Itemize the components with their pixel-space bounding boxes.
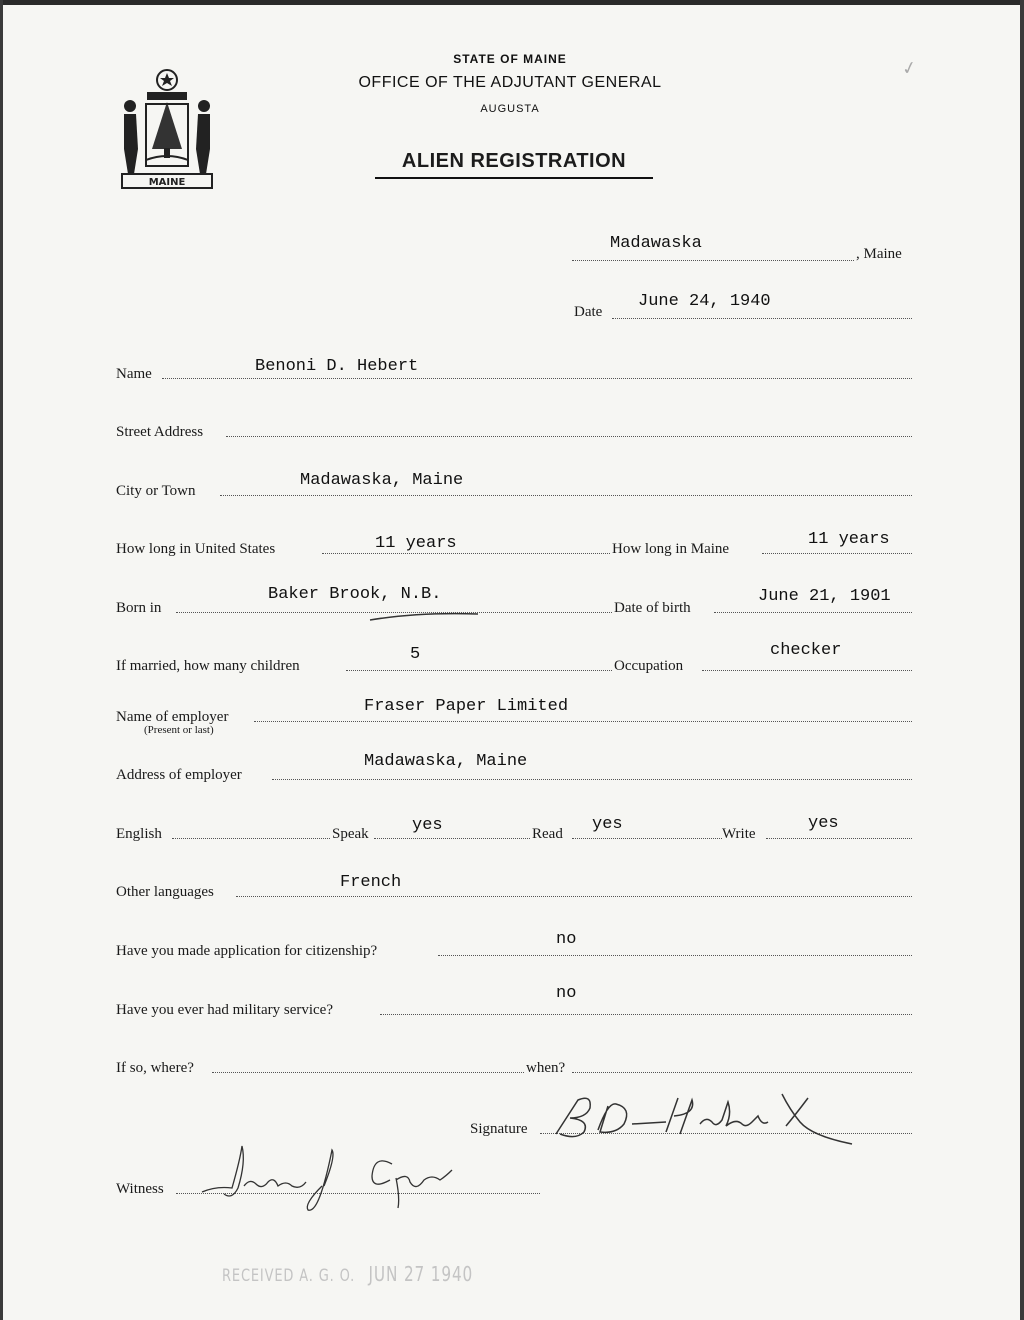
received-stamp-date: JUN 27 1940 [368, 1262, 474, 1286]
other-languages-value: French [340, 873, 402, 892]
write-label: Write [722, 826, 756, 842]
born-in-value: Baker Brook, N.B. [268, 585, 442, 604]
employer-line [254, 721, 912, 722]
children-line [346, 670, 612, 671]
english-line [172, 838, 330, 839]
date-of-birth-line [714, 612, 912, 613]
name-line [162, 378, 912, 379]
military-value: no [556, 984, 577, 1003]
military-line [380, 1014, 912, 1015]
received-stamp-text: RECEIVED A. G. O. [222, 1266, 356, 1286]
where-line [212, 1072, 524, 1073]
received-stamp [222, 1262, 473, 1286]
witness-handwriting [196, 1140, 466, 1216]
military-label: Have you ever had military service? [116, 1002, 333, 1018]
employer-address-value: Madawaska, Maine [364, 752, 528, 771]
born-in-label: Born in [116, 600, 162, 616]
other-languages-label: Other languages [116, 884, 214, 900]
seal-banner-text: MAINE [148, 177, 186, 188]
signature-handwriting [546, 1084, 866, 1146]
employer-sublabel: (Present or last) [144, 724, 214, 736]
other-languages-line [236, 896, 912, 897]
employer-address-line [272, 779, 912, 780]
how-long-maine-label: How long in Maine [612, 541, 730, 557]
read-value: yes [592, 815, 623, 834]
occupation-line [702, 670, 912, 671]
date-of-birth-label: Date of birth [614, 600, 691, 616]
how-long-us-value: 11 years [375, 534, 457, 553]
header-state: STATE OF MAINE [453, 52, 567, 66]
how-long-us-line [322, 553, 610, 554]
header-office: OFFICE OF THE ADJUTANT GENERAL [358, 74, 662, 91]
when-label: when? [526, 1060, 566, 1076]
scan-border-right [1020, 0, 1024, 1320]
citizenship-label: Have you made application for citizenship? [116, 943, 378, 959]
speak-line [374, 838, 530, 839]
how-long-maine-line [762, 553, 912, 554]
name-label: Name [116, 366, 152, 382]
check-mark-icon: ✓ [899, 56, 920, 81]
citizenship-value: no [556, 930, 577, 949]
date-label: Date [574, 304, 603, 320]
children-value: 5 [410, 645, 421, 664]
street-label: Street Address [116, 424, 204, 440]
witness-label: Witness [116, 1181, 164, 1197]
how-long-maine-value: 11 years [808, 530, 890, 549]
how-long-us-label: How long in United States [116, 541, 276, 557]
place-suffix: , Maine [856, 246, 902, 262]
scan-border-left [0, 0, 3, 1320]
read-line [572, 838, 722, 839]
place-town-value: Madawaska [610, 234, 702, 253]
read-label: Read [532, 826, 563, 842]
occupation-value: checker [770, 641, 842, 660]
speak-label: Speak [332, 826, 369, 842]
speak-value: yes [412, 816, 443, 835]
english-label: English [116, 826, 162, 842]
employer-address-label: Address of employer [116, 767, 242, 783]
city-line [220, 495, 912, 496]
employer-value: Fraser Paper Limited [364, 697, 569, 716]
form-title: ALIEN REGISTRATION [375, 150, 653, 179]
signature-label: Signature [470, 1121, 528, 1137]
name-value: Benoni D. Hebert [255, 357, 419, 376]
children-label: If married, how many children [116, 658, 300, 674]
write-value: yes [808, 814, 839, 833]
where-label: If so, where? [116, 1060, 194, 1076]
date-value: June 24, 1940 [638, 292, 771, 311]
state-seal-icon [112, 64, 222, 192]
employer-label: Name of employer [116, 709, 229, 725]
occupation-label: Occupation [614, 658, 684, 674]
when-line [572, 1072, 912, 1073]
born-in-underline-mark [368, 608, 488, 624]
date-of-birth-value: June 21, 1901 [758, 587, 891, 606]
scan-border-top [0, 0, 1024, 5]
header-city: AUGUSTA [480, 103, 540, 115]
write-line [766, 838, 912, 839]
city-value: Madawaska, Maine [300, 471, 464, 490]
street-line [226, 436, 912, 437]
citizenship-line [438, 955, 912, 956]
city-label: City or Town [116, 483, 196, 499]
place-line [572, 260, 854, 261]
date-line [612, 318, 912, 319]
